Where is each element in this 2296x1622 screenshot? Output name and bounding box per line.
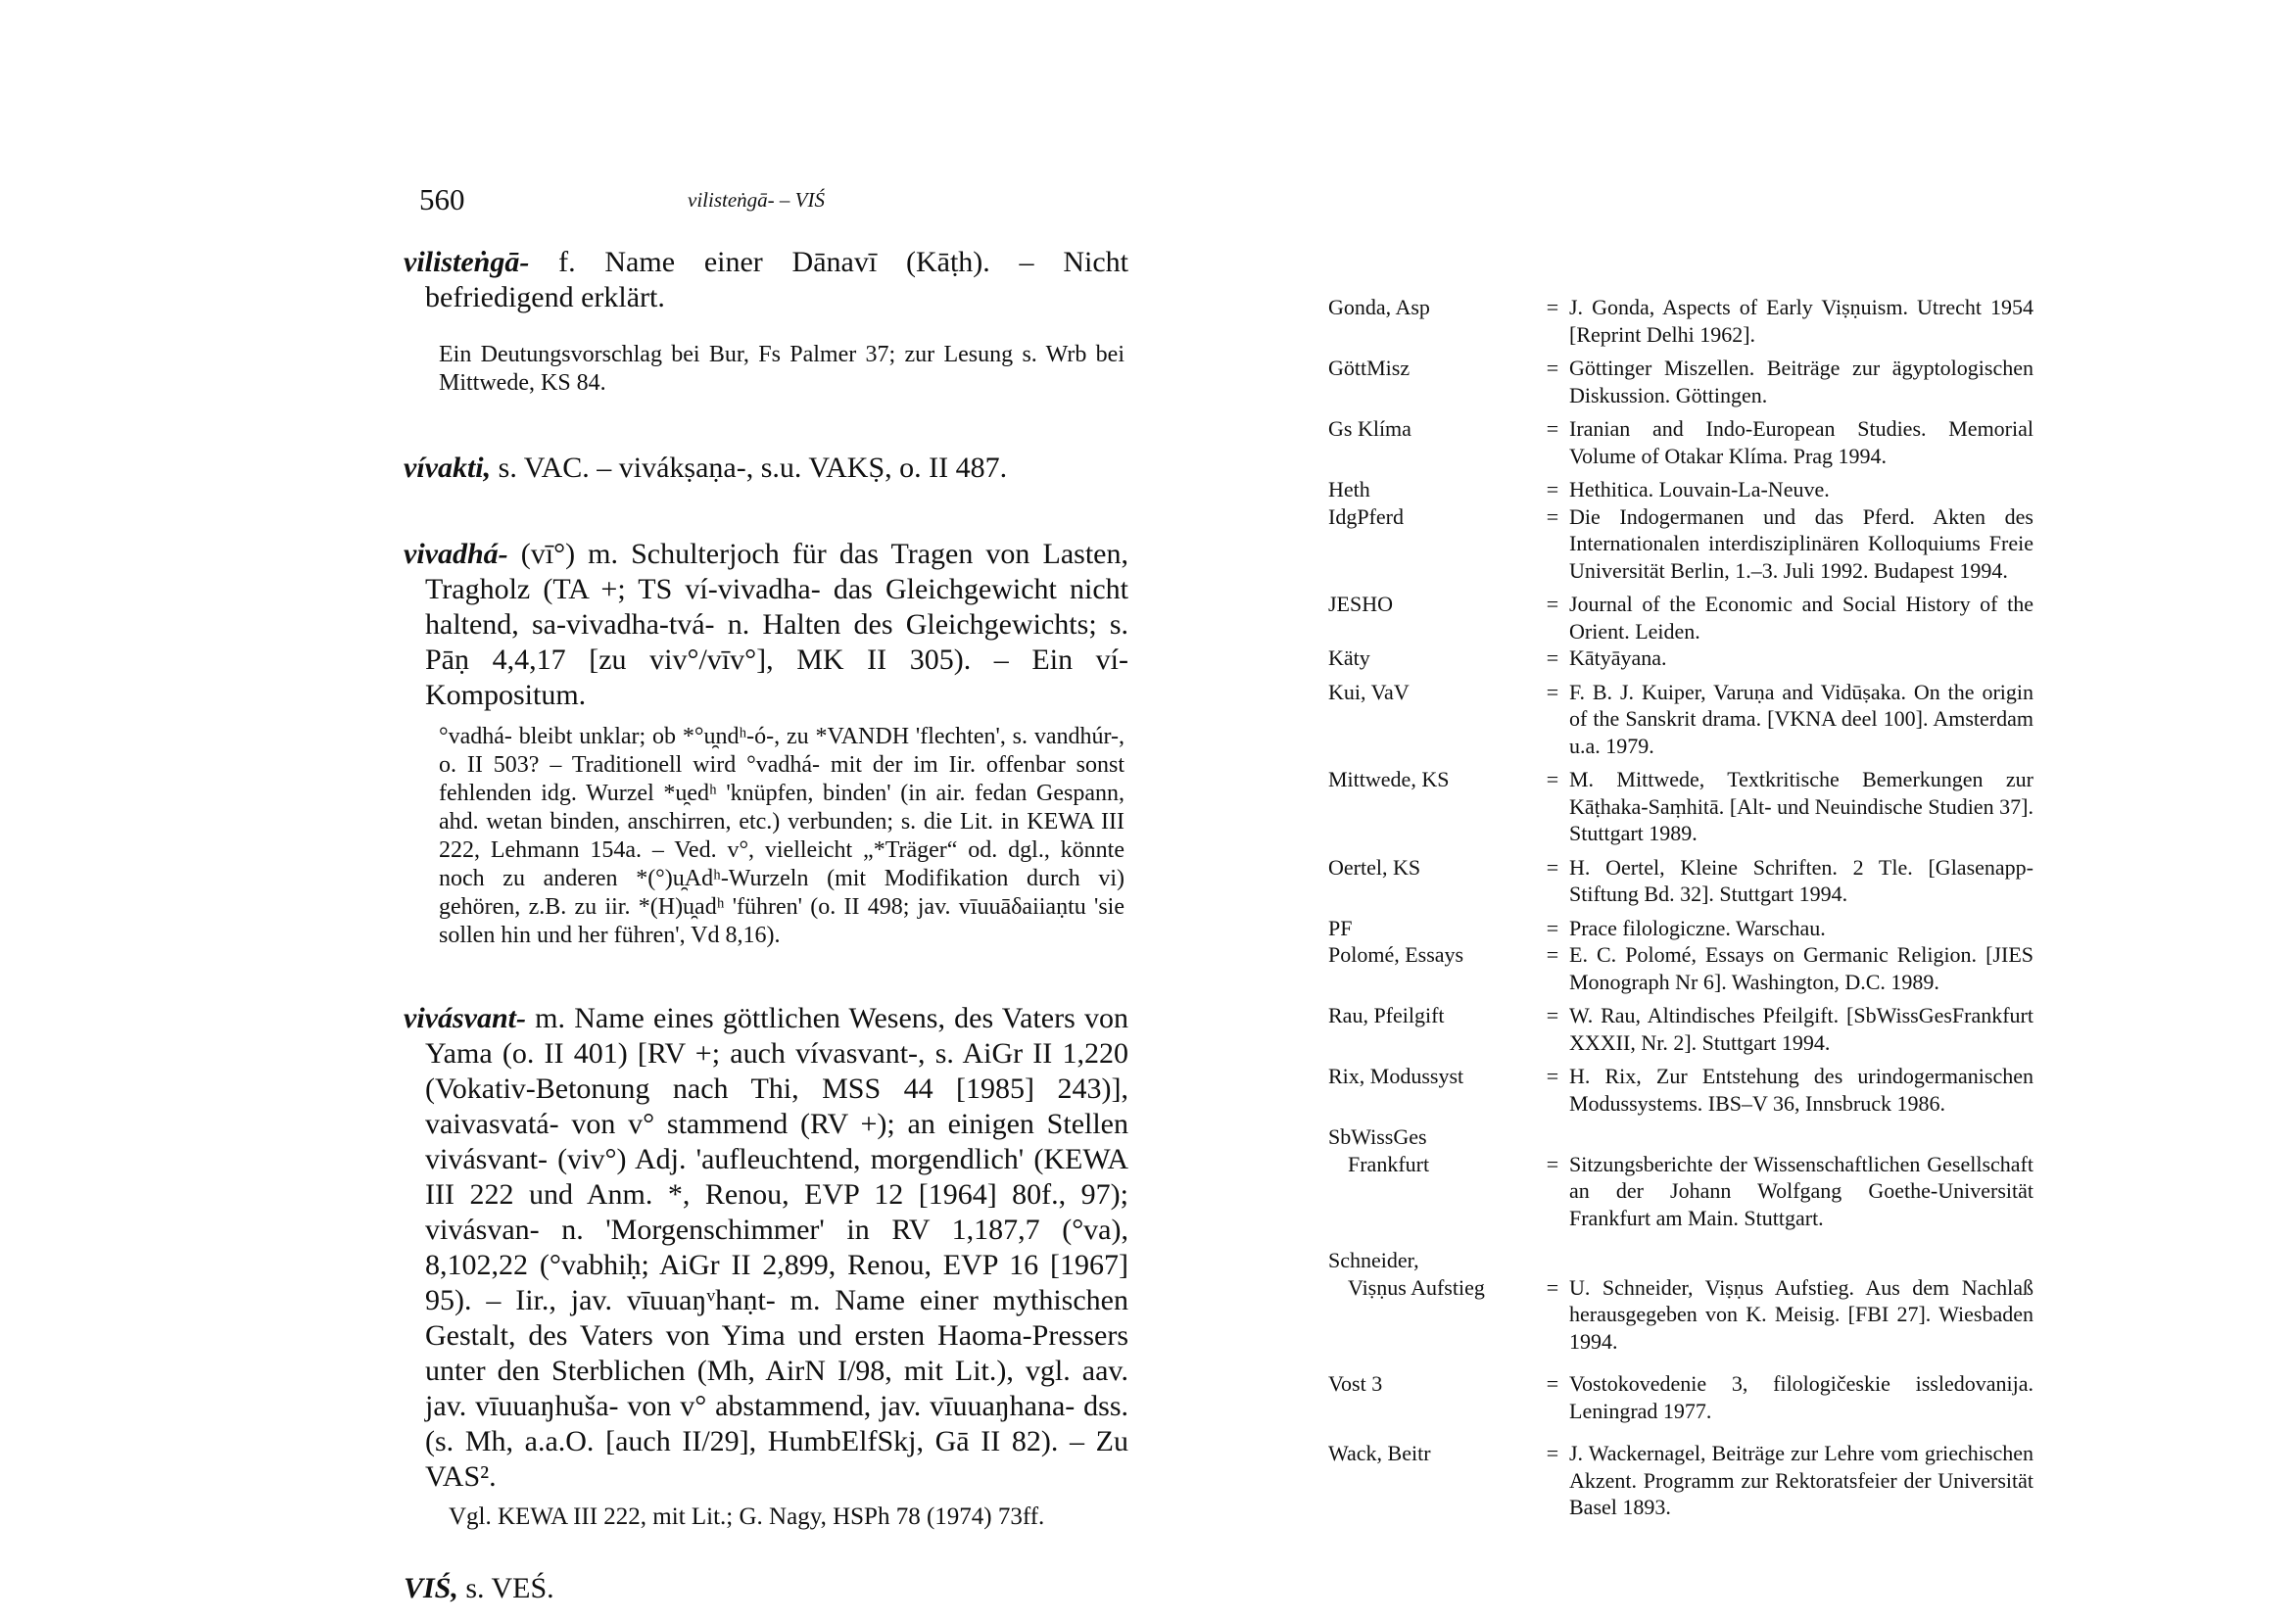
- entry-note: °vadhá- bleibt unklar; ob *°u̯ndʰ-ó-, zu *VANDH 'flechten', s. vandhúr-, o. II 503? – Traditionell wird °vadhá- mit der im Iir. offenbar sonst fehlenden idg. Wurzel *u̯edʰ 'knüpfen, binden' (in air. fedan Gespann, ahd. wetan binden, anschirren, etc.) verbunden; s. die Lit. in KEWA III 222, Lehmann 154a. – Ved. v°, vielleicht „*Träger“ od. dgl., könnte noch zu anderen *(°)u̯Adʰ-Wurzeln (mit Modifikation durch vi) gehören, z.B. zu iir. *(H)u̯adʰ 'führen' (o. II 498; jav. vīuuāδaiiaṇtu 'sie sollen hin und her führen', Vd 8,16).: [439, 724, 1124, 948]
- abbreviation-key: [1328, 415, 1536, 469]
- entry-text: f. Name einer Dānavī (Kāṭh). – Nicht befriedigend erklärt.: [425, 246, 1128, 313]
- entry-note: Ein Deutungsvorschlag bei Bur, Fs Palmer 37; zur Lesung s. Wrb bei Mittwede, KS 84.: [439, 342, 1124, 396]
- abbreviation-expansion: Die Indogermanen und das Pferd. Akten des Internationalen interdisziplinären Kolloquiums Freie Universität Berlin, 1.–3. Juli 1992. Budapest 1994.: [1569, 503, 2033, 583]
- abbreviation-key-line: IdgPferd: [1328, 503, 1404, 529]
- equals-sign: =: [1546, 1064, 1559, 1088]
- abbreviation-row: [1328, 1002, 2033, 1056]
- abbreviation-key-line: Frankfurt: [1348, 1151, 1430, 1176]
- entry-headword: vivásvant-: [404, 1002, 526, 1034]
- dictionary-entry: [404, 451, 1128, 486]
- abbreviation-expansion: Iranian and Indo-European Studies. Memorial Volume of Otakar Klíma. Prag 1994.: [1569, 416, 2033, 468]
- abbreviation-row: [1328, 1123, 2033, 1231]
- abbreviation-key-line: Wack, Beitr: [1328, 1441, 1431, 1465]
- equals-sign: =: [1546, 1274, 1559, 1300]
- abbreviation-row: [1328, 941, 2033, 995]
- abbreviation-key-line: Mittwede, KS: [1328, 767, 1450, 791]
- abbreviation-key: [1328, 644, 1536, 672]
- abbreviation-key: [1328, 503, 1536, 585]
- entry-headword: vívakti,: [404, 452, 492, 484]
- abbreviation-expansion: Göttinger Miszellen. Beiträge zur ägyptologischen Diskussion. Göttingen.: [1569, 356, 2033, 407]
- abbreviation-key-line: Oertel, KS: [1328, 854, 1421, 880]
- abbreviation-key-line: JESHO: [1328, 592, 1394, 616]
- abbreviation-expansion: Kātyāyana.: [1569, 645, 1667, 670]
- abbreviation-key-line: Vost 3: [1328, 1371, 1383, 1396]
- equals-sign: =: [1546, 915, 1559, 940]
- abbreviation-key: [1328, 915, 1536, 942]
- abbreviation-expansion: Vostokovedenie 3, filologičeskie issledovanija. Leningrad 1977.: [1569, 1371, 2033, 1423]
- abbreviation-key: [1328, 476, 1536, 503]
- equals-sign: =: [1546, 1371, 1559, 1396]
- abbreviation-expansion: E. C. Polomé, Essays on Germanic Religion. [JIES Monograph Nr 6]. Washington, D.C. 1989.: [1569, 942, 2033, 994]
- entry-note: Vgl. KEWA III 222, mit Lit.; G. Nagy, HSPh 78 (1974) 73ff.: [449, 1503, 1045, 1530]
- page-header: [404, 182, 1128, 229]
- equals-sign: =: [1546, 295, 1559, 319]
- entry-headword: vivadhá-: [404, 538, 508, 570]
- abbreviation-expansion: Prace filologiczne. Warschau.: [1569, 915, 1826, 940]
- abbreviation-key-line: Rau, Pfeilgift: [1328, 1003, 1445, 1027]
- abbreviation-key-line: Gs Klíma: [1328, 416, 1411, 441]
- equals-sign: =: [1546, 767, 1559, 791]
- abbreviation-row: [1328, 854, 2033, 908]
- abbreviation-key: [1328, 766, 1536, 847]
- abbreviation-row: [1328, 503, 2033, 585]
- abbreviation-key: [1328, 1247, 1536, 1355]
- entry-text: s. VEŚ.: [457, 1572, 554, 1604]
- abbreviation-key-line: Polomé, Essays: [1328, 942, 1464, 967]
- abbreviation-key-line: SbWissGes: [1328, 1124, 1427, 1149]
- abbreviation-key-line: Viṣṇus Aufstieg: [1348, 1274, 1485, 1300]
- equals-sign: =: [1546, 645, 1559, 670]
- dictionary-entry: [404, 245, 1128, 315]
- abbreviation-row: [1328, 1247, 2033, 1355]
- abbreviation-key-line: Kui, VaV: [1328, 679, 1410, 704]
- page-number: 560: [419, 182, 465, 216]
- entry-headword: VIŚ,: [404, 1572, 458, 1604]
- equals-sign: =: [1546, 592, 1559, 616]
- abbreviation-row: [1328, 644, 2033, 672]
- abbreviation-expansion: Journal of the Economic and Social History of the Orient. Leiden.: [1569, 592, 2033, 644]
- abbreviation-expansion: J. Gonda, Aspects of Early Viṣṇuism. Utrecht 1954 [Reprint Delhi 1962].: [1569, 295, 2033, 347]
- abbreviation-row: [1328, 294, 2033, 348]
- abbreviation-row: [1328, 1440, 2033, 1521]
- entry-text: (vī°) m. Schulterjoch für das Tragen von Lasten, Tragholz (TA +; TS ví-vivadha- das Gleichgewicht nicht haltend, sa-vivadha-tvá- n. Halten des Gleichgewichts; s. Pāṇ 4,4,17 [zu viv°/vīv°], MK II 305). – Ein ví-Kompositum.: [425, 538, 1128, 711]
- abbreviation-row: [1328, 476, 2033, 503]
- equals-sign: =: [1546, 477, 1559, 501]
- abbreviation-key: [1328, 854, 1536, 908]
- abbreviation-row: [1328, 591, 2033, 644]
- abbreviation-list: [1328, 294, 2033, 1521]
- abbreviation-expansion: U. Schneider, Viṣṇus Aufstieg. Aus dem Nachlaß herausgegeben von K. Meisig. [FBI 27]. Wiesbaden 1994.: [1569, 1274, 2033, 1354]
- equals-sign: =: [1546, 679, 1559, 704]
- abbreviation-row: [1328, 679, 2033, 760]
- dictionary-entry: [404, 1001, 1128, 1495]
- abbreviation-key: [1328, 1370, 1536, 1424]
- abbreviation-key: [1328, 1440, 1536, 1521]
- dictionary-entry: [404, 1571, 1128, 1606]
- abbreviation-expansion: F. B. J. Kuiper, Varuṇa and Vidūṣaka. On the origin of the Sanskrit drama. [VKNA deel 100]. Amsterdam u.a. 1979.: [1569, 679, 2033, 758]
- equals-sign: =: [1546, 1151, 1559, 1176]
- abbreviation-key-line: PF: [1328, 915, 1353, 940]
- abbreviation-key-line: Heth: [1328, 477, 1370, 501]
- abbreviation-expansion: H. Rix, Zur Entstehung des urindogermanischen Modussystems. IBS–V 36, Innsbruck 1986.: [1569, 1064, 2033, 1116]
- equals-sign: =: [1546, 942, 1559, 967]
- equals-sign: =: [1546, 1441, 1559, 1465]
- abbreviation-key: [1328, 1002, 1536, 1056]
- abbreviation-key-line: Gonda, Asp: [1328, 295, 1430, 319]
- abbreviation-key: [1328, 941, 1536, 995]
- abbreviation-row: [1328, 1370, 2033, 1424]
- abbreviation-expansion: Hethitica. Louvain-La-Neuve.: [1569, 477, 1830, 501]
- abbreviation-key-line: Schneider,: [1328, 1248, 1419, 1272]
- abbreviation-key-line: GöttMisz: [1328, 356, 1411, 380]
- abbreviation-key: [1328, 1123, 1536, 1231]
- abbreviation-key-line: Käty: [1328, 645, 1370, 670]
- entry-headword: vilisteṅgā-: [404, 246, 530, 278]
- entry-text: m. Name eines göttlichen Wesens, des Vaters von Yama (o. II 401) [RV +; auch vívasvant-, s. AiGr II 1,220 (Vokativ-Betonung nach Thi, MSS 44 [1985] 243)], vaivasvatá- von v° stammend (RV +); an einigen Stellen vivásvant- (viv°) Adj. 'aufleuchtend, morgendlich' (KEWA III 222 und Anm. *, Renou, EVP 12 [1964] 80f., 97); vivásvan- n. 'Morgenschimmer' in RV 1,187,7 (°va), 8,102,22 (°vabhiḥ; AiGr II 2,899, Renou, EVP 16 [1967] 95). – Iir., jav. vīuuaŋᵛhaṇt- m. Name einer mythischen Gestalt, des Vaters von Yima und ersten Haoma-Pressers unter den Sterblichen (Mh, AirN I/98, mit Lit.), vgl. aav. jav. vīuuaŋhuša- von v° abstammend, jav. vīuuaŋhana- dss. (s. Mh, a.a.O. [auch II/29], HumbElfSkj, Gā II 82). – Zu VAS².: [425, 1002, 1128, 1493]
- abbreviation-key: [1328, 294, 1536, 348]
- abbreviation-key: [1328, 591, 1536, 644]
- equals-sign: =: [1546, 854, 1559, 880]
- equals-sign: =: [1546, 503, 1559, 529]
- abbreviation-expansion: M. Mittwede, Textkritische Bemerkungen zur Kāṭhaka-Saṃhitā. [Alt- und Neuindische Studien 37]. Stuttgart 1989.: [1569, 767, 2033, 845]
- left-page: [404, 182, 1128, 1606]
- abbreviation-row: [1328, 915, 2033, 942]
- abbreviation-expansion: W. Rau, Altindisches Pfeilgift. [SbWissGesFrankfurt XXXII, Nr. 2]. Stuttgart 1994.: [1569, 1003, 2033, 1055]
- abbreviation-row: [1328, 415, 2033, 469]
- abbreviation-key: [1328, 679, 1536, 760]
- abbreviation-key: [1328, 1063, 1536, 1117]
- abbreviation-expansion: Sitzungsberichte der Wissenschaftlichen Gesellschaft an der Johann Wolfgang Goethe-Universität Frankfurt am Main. Stuttgart.: [1569, 1151, 2033, 1230]
- abbreviation-row: [1328, 766, 2033, 847]
- dictionary-entry: [404, 537, 1128, 713]
- equals-sign: =: [1546, 1003, 1559, 1027]
- abbreviation-key-line: Rix, Modussyst: [1328, 1064, 1464, 1088]
- abbreviation-row: [1328, 355, 2033, 408]
- running-head: vilisteṅgā- – VIŚ: [688, 188, 825, 212]
- abbreviation-row: [1328, 1063, 2033, 1117]
- equals-sign: =: [1546, 356, 1559, 380]
- entry-text: s. VAC. – vivákṣaṇa-, s.u. VAKṢ, o. II 487.: [491, 452, 1008, 484]
- abbreviation-key: [1328, 355, 1536, 408]
- abbreviation-expansion: J. Wackernagel, Beiträge zur Lehre vom griechischen Akzent. Programm zur Rektoratsfeier der Universität Basel 1893.: [1569, 1441, 2033, 1519]
- equals-sign: =: [1546, 416, 1559, 441]
- abbreviation-expansion: H. Oertel, Kleine Schriften. 2 Tle. [Glasenapp-Stiftung Bd. 32]. Stuttgart 1994.: [1569, 854, 2033, 906]
